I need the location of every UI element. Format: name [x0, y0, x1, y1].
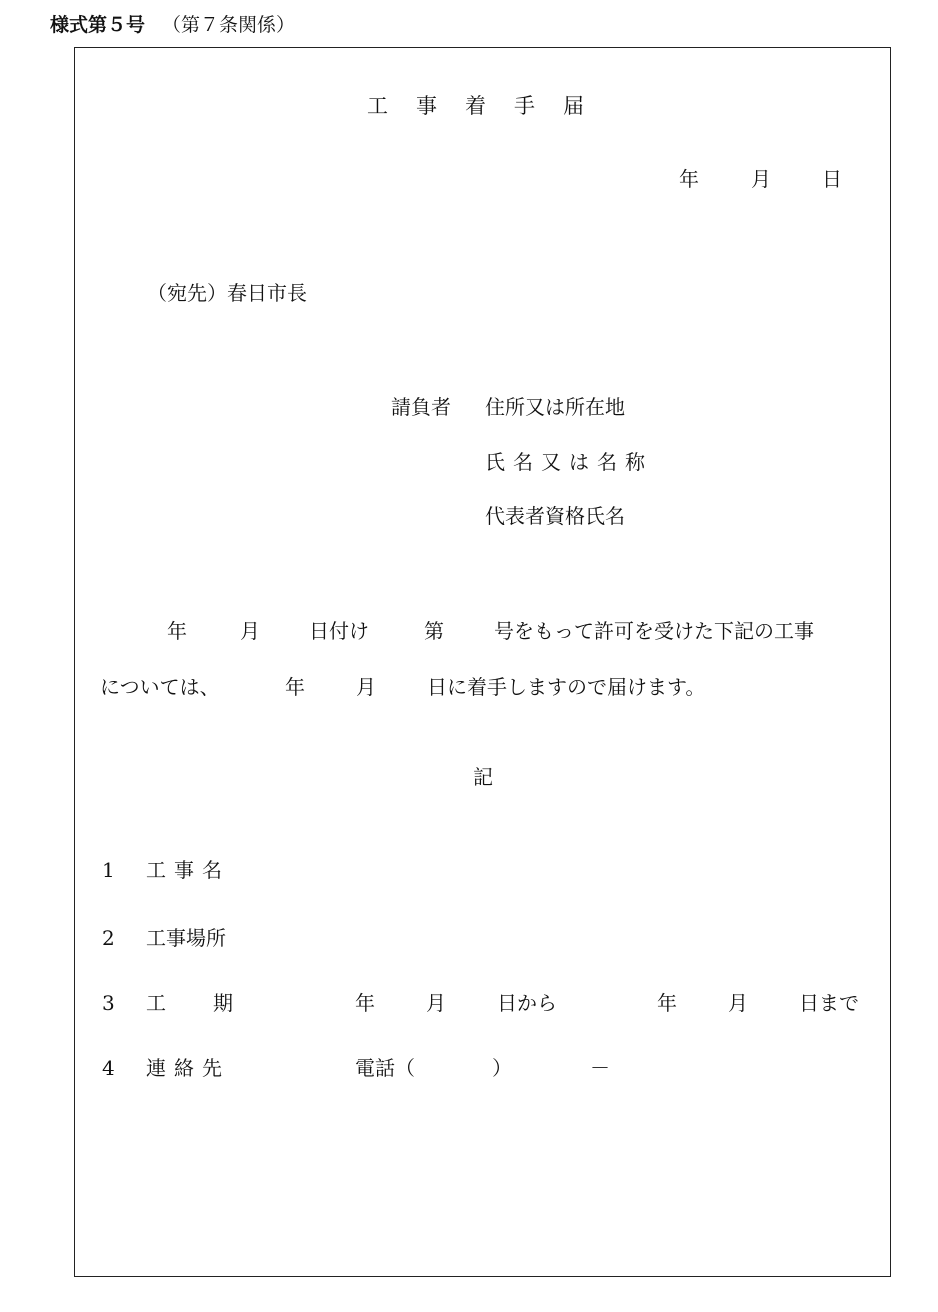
ki-heading: 記: [473, 765, 493, 789]
period-from-day: 日から: [497, 991, 557, 1015]
phone-dash: －: [590, 1056, 610, 1080]
permit-year-label: 年: [167, 619, 187, 643]
period-to-year: 年: [657, 991, 677, 1015]
contractor-address-field: 住所又は所在地: [485, 395, 625, 419]
phone-label: 電話（: [355, 1056, 415, 1080]
addressee: （宛先）春日市長: [147, 281, 307, 305]
body-text-line1: 号をもって許可を受けた下記の工事: [494, 619, 814, 643]
item-number: 2: [102, 926, 115, 950]
item-period-label-b: 期: [213, 991, 233, 1015]
item-number: 1: [102, 858, 115, 882]
item-number: 3: [102, 991, 115, 1015]
period-to-month: 月: [728, 991, 748, 1015]
date-year-label: 年: [679, 167, 699, 191]
contractor-name-field: 氏名又は名称: [485, 450, 653, 474]
item-contact: 連絡先: [146, 1056, 230, 1080]
item-construction-site: 工事場所: [146, 926, 226, 950]
permit-month-label: 月: [240, 619, 260, 643]
item-number: 4: [102, 1056, 115, 1080]
contractor-representative-field: 代表者資格氏名: [485, 504, 625, 528]
form-article-note: （第７条関係）: [162, 14, 296, 36]
period-from-year: 年: [355, 991, 375, 1015]
date-month-label: 月: [751, 167, 771, 191]
contractor-label: 請負者: [391, 395, 451, 419]
start-year-label: 年: [285, 675, 305, 699]
period-to-day: 日まで: [799, 991, 859, 1015]
date-day-label: 日: [822, 167, 842, 191]
body-text-line2-start: については、: [100, 675, 220, 699]
body-text-line2-end: 日に着手しますので届けます。: [427, 675, 706, 699]
permit-number-prefix: 第: [424, 619, 444, 643]
phone-close-paren: ）: [492, 1056, 512, 1080]
period-from-month: 月: [426, 991, 446, 1015]
document-title: 工事着手届: [367, 94, 612, 118]
form-frame: [74, 47, 891, 1277]
permit-day-label: 日付け: [309, 619, 369, 643]
item-construction-name: 工事名: [146, 858, 230, 882]
form-number-label: 様式第５号: [50, 14, 146, 36]
start-month-label: 月: [356, 675, 376, 699]
item-period-label-a: 工: [146, 991, 166, 1015]
